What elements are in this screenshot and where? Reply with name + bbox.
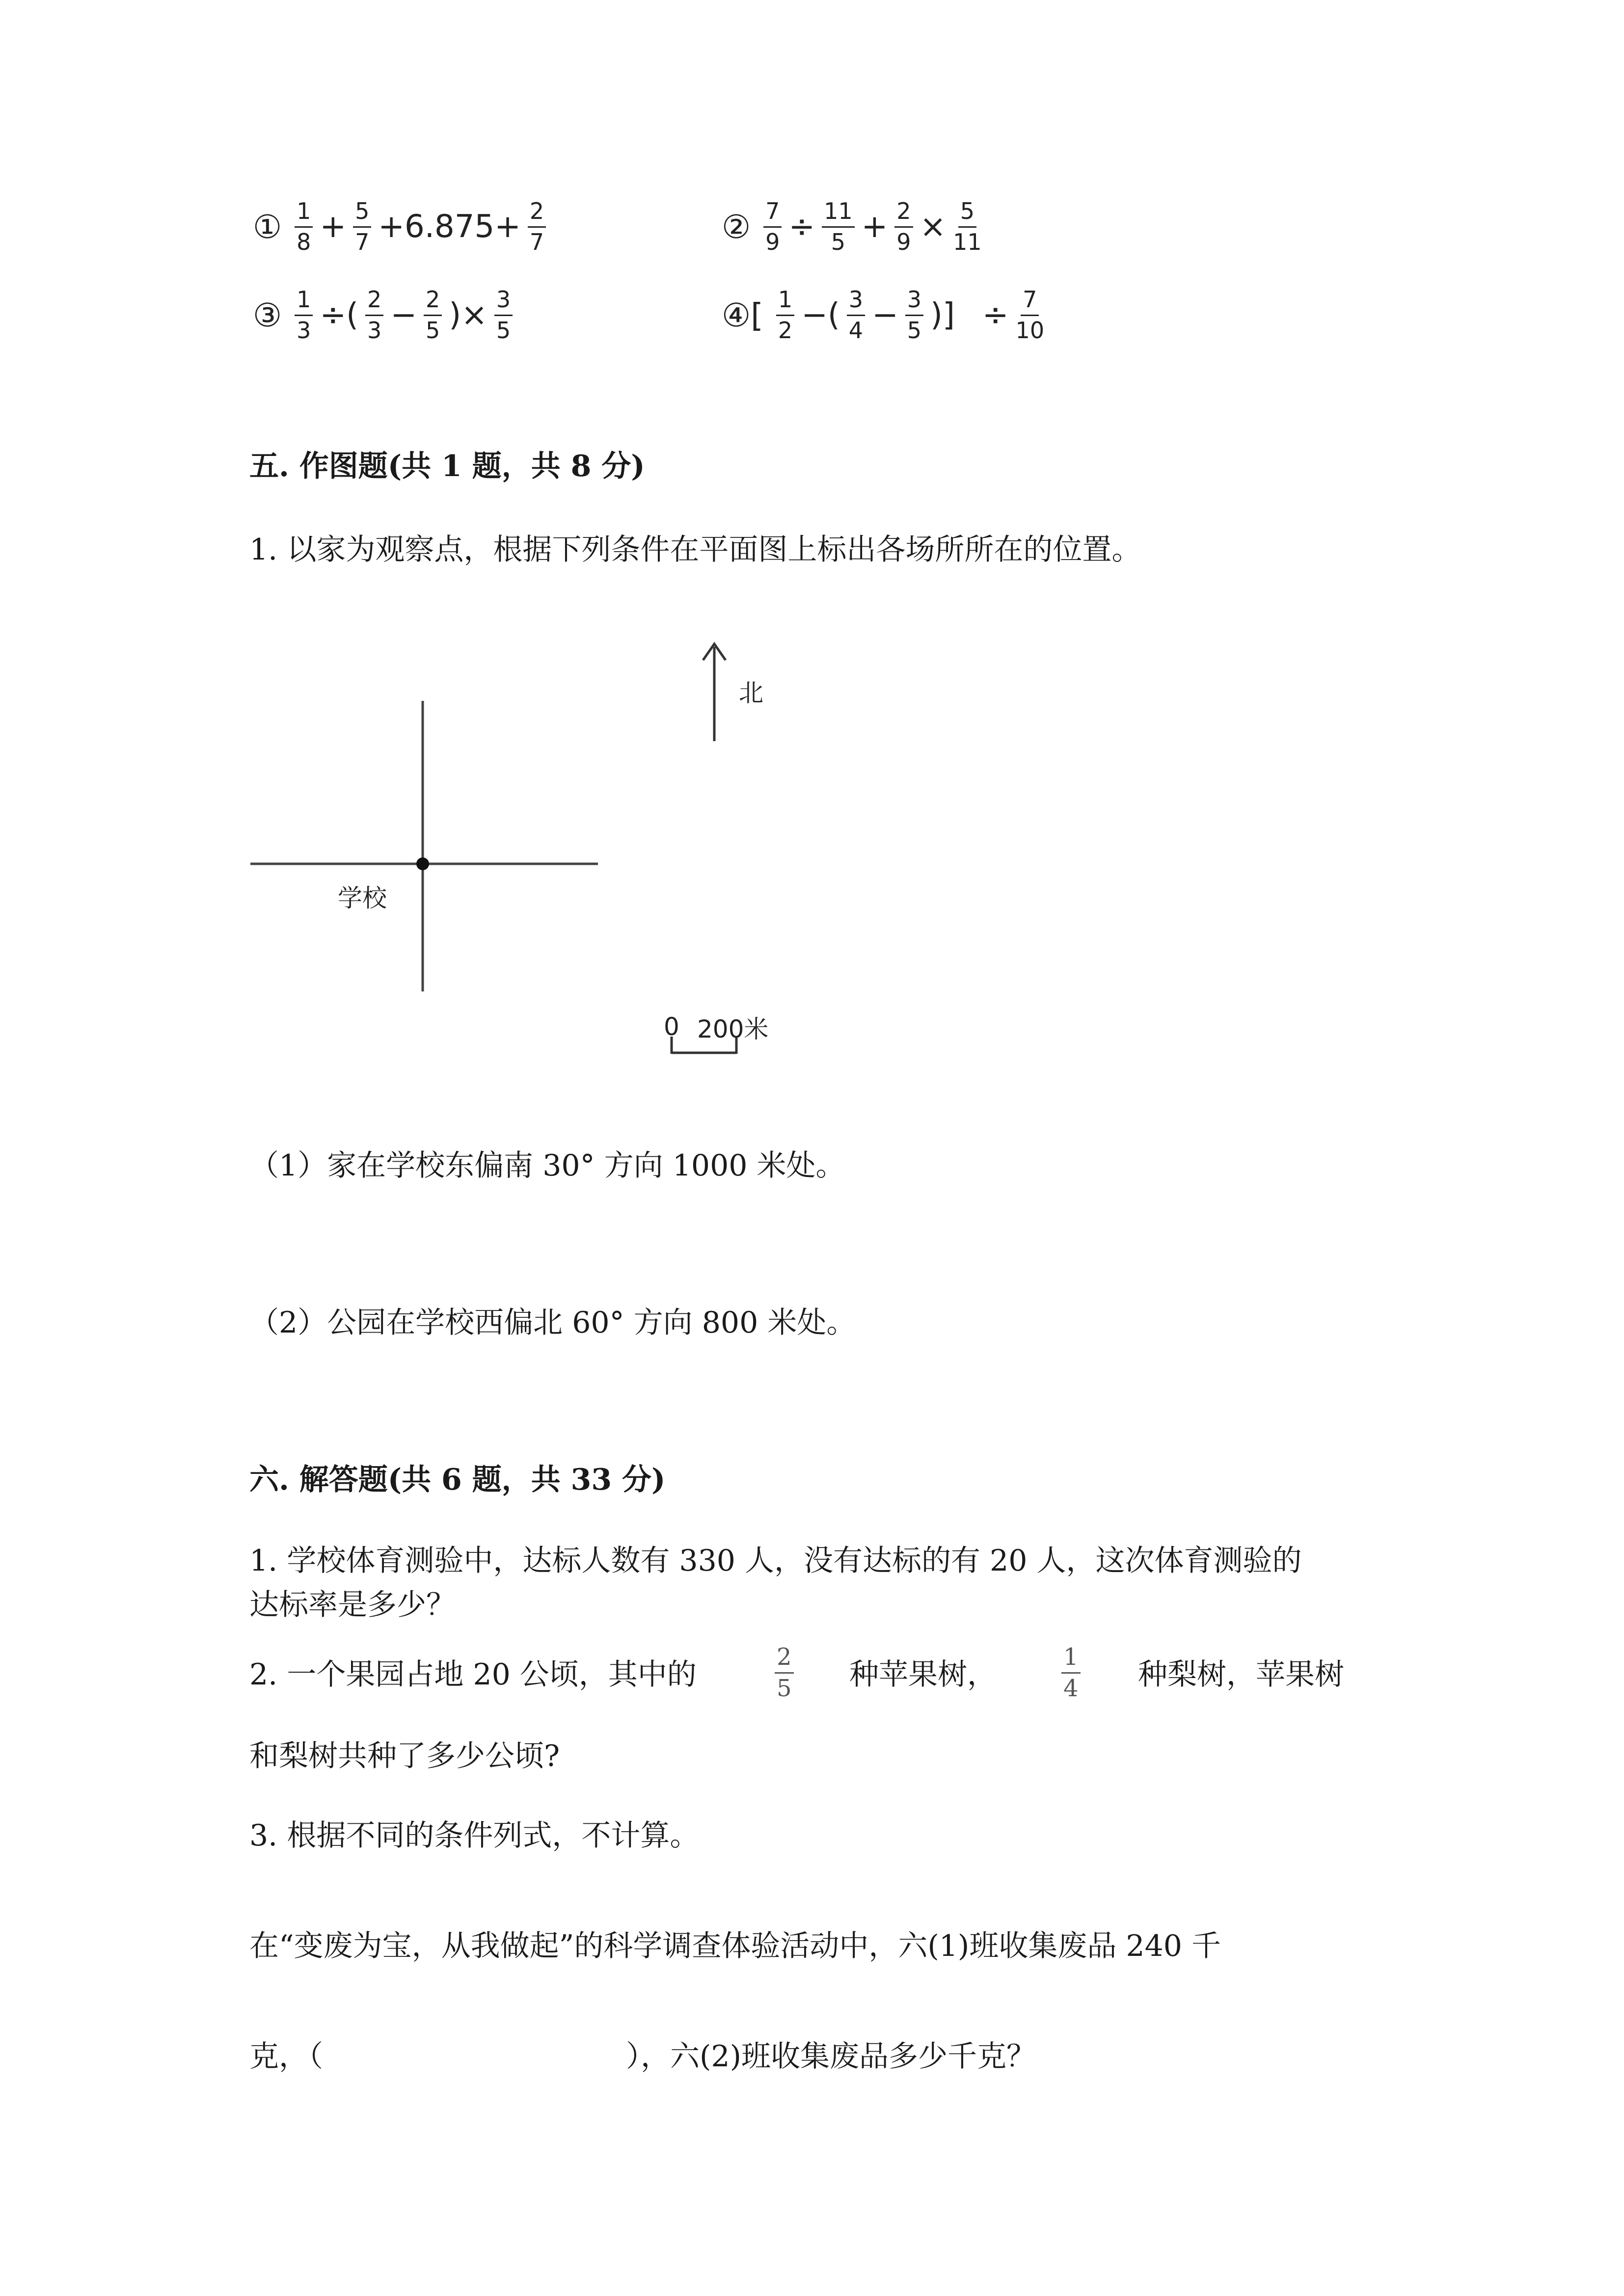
formula-1: ① $\frac{1}{8}$ + $\frac{5}{7}$ +6.875+ $\frac{2}{7}$ (253, 199, 550, 255)
fraction: $\frac{3}{5}$ (905, 287, 923, 343)
question-6-2-line2: 和梨树共种了多少公顷? (249, 1739, 560, 1773)
school-point (416, 857, 429, 870)
formula-2: ② $\frac{7}{9}$ ÷ $\frac{11}{5}$ + $\frac{2}{9}$ × $\frac{5}{11}$ (722, 198, 982, 255)
fraction: $\frac{5}{7}$ (353, 199, 371, 255)
question-6-2-part1: 2. 一个果园占地 20 公顷，其中的 (249, 1657, 697, 1692)
question-6-3: 3. 根据不同的条件列式，不计算。 (249, 1818, 700, 1853)
question-6-1-line2: 达标率是多少？ (249, 1588, 456, 1622)
north-label: 北 (739, 679, 763, 707)
fraction: $\frac{11}{5}$ (822, 199, 855, 255)
question-6-3-context-line1: 在“变废为宝，从我做起”的科学调查体验活动中，六(1)班收集废品 240 千 (249, 1929, 1221, 1963)
formula-3: ③ $\frac{1}{3}$ ÷( $\frac{2}{3}$ − $\frac{2}{5}$ )× $\frac{3}{5}$ (253, 287, 516, 343)
question-6-2-part2: 种苹果树， (849, 1657, 997, 1692)
scale-label: 200米 (697, 1015, 769, 1043)
fraction: $\frac{3}{4}$ (847, 287, 865, 343)
question-6-2-part3: 种梨树，苹果树 (1138, 1657, 1344, 1692)
fraction-2-5: 2 5 (775, 1644, 794, 1702)
section-6-title: 六. 解答题(共 6 题，共 33 分) (249, 1463, 666, 1497)
fraction: $\frac{1}{3}$ (295, 287, 313, 343)
fraction: $\frac{7}{9}$ (763, 199, 782, 255)
condition-2: （2）公园在学校西偏北 60° 方向 800 米处。 (249, 1306, 856, 1340)
question-5-1: 1. 以家为观察点，根据下列条件在平面图上标出各场所所在的位置。 (249, 533, 1141, 567)
section-5-title: 五. 作图题(共 1 题，共 8 分) (249, 449, 645, 483)
fraction: $\frac{5}{11}$ (953, 198, 982, 255)
north-arrow-icon (703, 644, 726, 741)
fraction: $\frac{2}{9}$ (894, 199, 913, 255)
question-6-3-context-line2b: ），六(2)班收集废品多少千克？ (626, 2039, 1036, 2074)
question-6-3-context-line2a: 克，（ (249, 2039, 323, 2074)
fraction: $\frac{1}{8}$ (295, 199, 313, 255)
scale-zero-label: 0 (664, 1013, 679, 1041)
fraction: $\frac{1}{2}$ (776, 287, 794, 343)
fraction-1-4: 1 4 (1061, 1644, 1081, 1702)
formula-4: ④[ $\frac{1}{2}$ −( $\frac{3}{4}$ − $\frac{3}{5}$ )] ÷ $\frac{7}{10}$ (722, 286, 1045, 344)
fraction: $\frac{2}{5}$ (424, 287, 442, 343)
fraction: $\frac{2}{3}$ (365, 287, 383, 343)
condition-1: （1）家在学校东偏南 30° 方向 1000 米处。 (249, 1148, 845, 1183)
fraction: $\frac{2}{7}$ (528, 199, 546, 255)
question-6-1-line1: 1. 学校体育测验中，达标人数有 330 人，没有达标的有 20 人，这次体育测验的 (249, 1544, 1302, 1578)
school-label: 学校 (338, 884, 387, 912)
fraction: $\frac{3}{5}$ (494, 287, 513, 343)
fraction: $\frac{7}{10}$ (1015, 286, 1045, 344)
